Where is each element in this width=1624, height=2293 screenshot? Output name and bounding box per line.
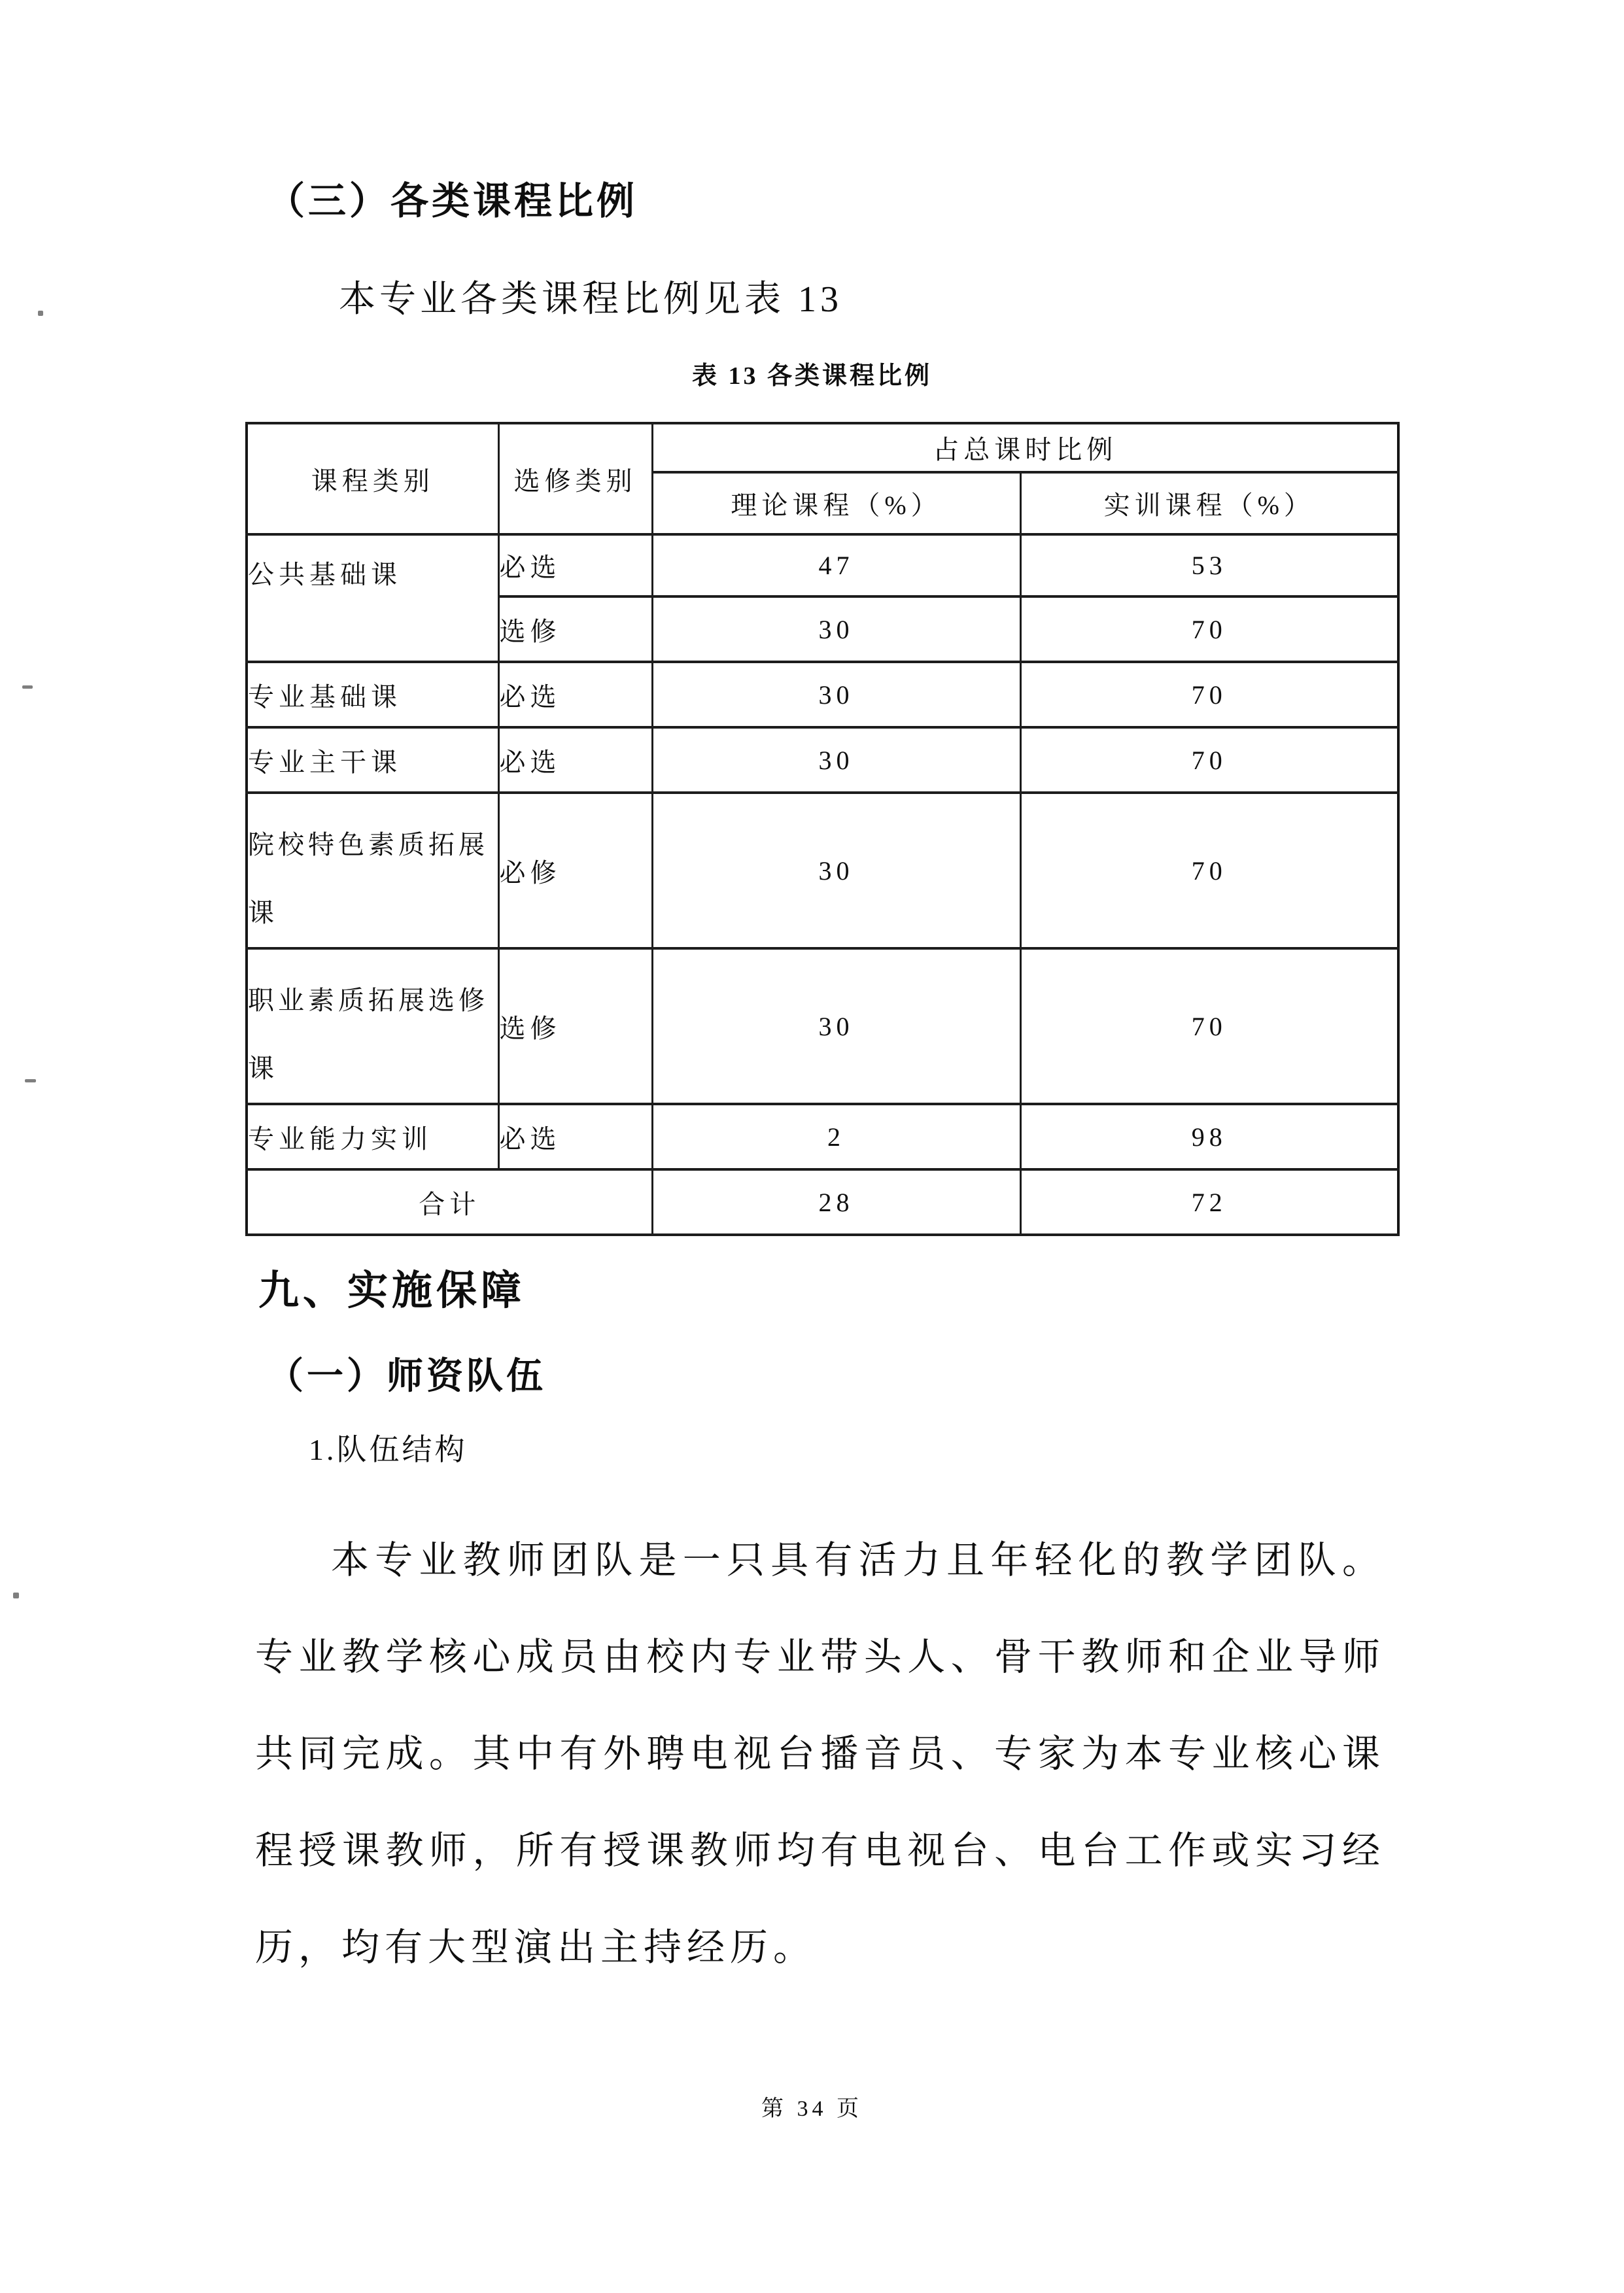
- cell-category: 专业能力实训: [247, 1104, 498, 1169]
- cell-category: 专业基础课: [247, 662, 498, 727]
- item-heading-team-structure: 1.队伍结构: [309, 1433, 468, 1466]
- cell-type: 必选: [498, 727, 652, 793]
- table-row: [247, 1104, 1398, 1169]
- section-heading-implementation-guarantee: 九、实施保障: [258, 1269, 526, 1313]
- table-row: [247, 662, 1398, 727]
- cell-category: 院校特色素质拓展课: [247, 793, 498, 948]
- cell-practice: 70: [1020, 793, 1398, 948]
- cell-theory: 2: [652, 1104, 1020, 1169]
- scan-artifact: [22, 685, 33, 689]
- cell-total-label: 合计: [247, 1169, 652, 1235]
- cell-practice: 70: [1020, 662, 1398, 727]
- table-row: [247, 948, 1398, 1104]
- cell-practice: 70: [1020, 948, 1398, 1104]
- scan-artifact: [38, 311, 43, 316]
- cell-type: 选修: [498, 948, 652, 1104]
- table-caption: 表 13 各类课程比例: [691, 362, 932, 390]
- cell-practice: 70: [1020, 727, 1398, 793]
- cell-practice: 70: [1020, 596, 1398, 662]
- header-hours-proportion-group: 占总课时比例: [652, 423, 1398, 472]
- cell-category: 专业主干课: [247, 727, 498, 793]
- course-proportion-table-wrapper: [245, 422, 1400, 1236]
- header-elective-type: 选修类别: [498, 423, 652, 534]
- cell-category: 公共基础课: [247, 534, 498, 662]
- scan-artifact: [13, 1593, 19, 1598]
- scan-artifact: [25, 1079, 36, 1082]
- header-theory-percent: 理论课程（%）: [652, 472, 1020, 534]
- page-number-footer: 第 34 页: [761, 2097, 863, 2121]
- cell-practice: 98: [1020, 1104, 1398, 1169]
- cell-type: 必修: [498, 793, 652, 948]
- header-course-category: 课程类别: [247, 423, 498, 534]
- cell-category: 职业素质拓展选修课: [247, 948, 498, 1104]
- intro-text: 本专业各类课程比例见表 13: [339, 279, 842, 320]
- course-proportion-table: [245, 422, 1400, 1236]
- header-practice-percent: 实训课程（%）: [1020, 472, 1398, 534]
- table-row: [247, 727, 1398, 793]
- cell-type: 必选: [498, 534, 652, 596]
- cell-theory: 30: [652, 662, 1020, 727]
- cell-theory: 30: [652, 948, 1020, 1104]
- cell-type: 必选: [498, 1104, 652, 1169]
- cell-practice: 53: [1020, 534, 1398, 596]
- cell-theory: 47: [652, 534, 1020, 596]
- cell-type: 必选: [498, 662, 652, 727]
- table-row: [247, 534, 1398, 596]
- cell-theory: 30: [652, 596, 1020, 662]
- section-heading-course-proportion: （三）各类课程比例: [267, 180, 638, 222]
- body-paragraph: 本专业教师团队是一只具有活力且年轻化的教学团队。专业教学核心成员由校内专业带头人、骨干教师和企业导师共同完成。其中有外聘电视台播音员、专家为本专业核心课程授课教师，所有授课教师均有电视台、电台工作或实习经历，均有大型演出主持经历。: [255, 1539, 1385, 1969]
- cell-type: 选修: [498, 596, 652, 662]
- table-row: [247, 793, 1398, 948]
- table-row-total: [247, 1169, 1398, 1235]
- cell-theory: 30: [652, 727, 1020, 793]
- cell-practice-total: 72: [1020, 1169, 1398, 1235]
- cell-theory-total: 28: [652, 1169, 1020, 1235]
- cell-theory: 30: [652, 793, 1020, 948]
- subsection-heading-teaching-staff: （一）师资队伍: [267, 1356, 546, 1397]
